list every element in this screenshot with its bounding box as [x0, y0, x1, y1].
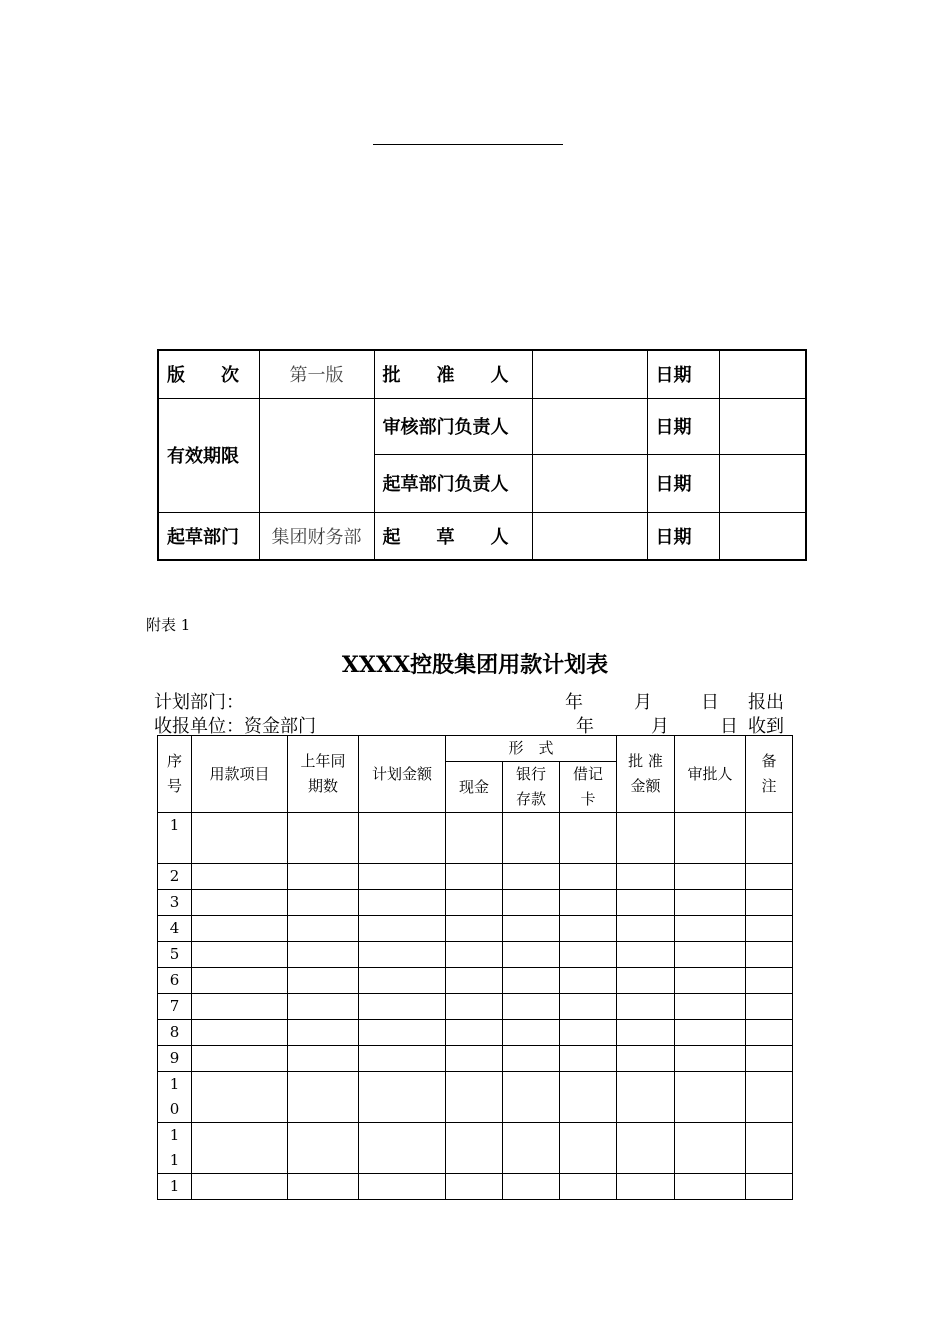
header-debit: 借记卡 — [560, 762, 617, 813]
draft-dept-label: 起草部门 — [158, 512, 259, 560]
table-cell[interactable] — [617, 890, 675, 916]
table-cell[interactable] — [675, 1020, 746, 1046]
table-cell[interactable] — [288, 1046, 359, 1072]
table-cell[interactable] — [746, 1046, 793, 1072]
table-cell[interactable] — [288, 864, 359, 890]
table-cell[interactable] — [560, 1020, 617, 1046]
table-cell[interactable] — [503, 1046, 560, 1072]
date-label-3: 日期 — [647, 454, 719, 512]
table-cell[interactable] — [560, 813, 617, 864]
header-last-year: 上年同期数 — [288, 736, 359, 813]
table-cell[interactable] — [746, 1174, 793, 1200]
table-cell[interactable] — [675, 813, 746, 864]
table-cell[interactable] — [617, 916, 675, 942]
table-row — [158, 1072, 793, 1123]
table-cell[interactable] — [359, 864, 446, 890]
table-cell[interactable] — [503, 890, 560, 916]
table-cell[interactable] — [675, 916, 746, 942]
header-cash: 现金 — [446, 762, 503, 813]
table-cell[interactable] — [675, 968, 746, 994]
date-cell-2[interactable] — [719, 398, 806, 454]
top-rule — [373, 144, 563, 145]
table-row — [158, 916, 793, 942]
row-seq: 5 — [158, 942, 192, 968]
table-cell[interactable] — [675, 1046, 746, 1072]
table-cell[interactable] — [288, 994, 359, 1020]
row-seq: 2 — [158, 864, 192, 890]
table-cell[interactable] — [359, 1072, 446, 1123]
table-cell[interactable] — [617, 1072, 675, 1123]
table-cell[interactable] — [617, 942, 675, 968]
appendix-label: 附表 1 — [146, 616, 191, 634]
row-seq: 11 — [158, 1123, 192, 1174]
table-cell[interactable] — [446, 1072, 503, 1123]
table-row — [158, 1174, 793, 1200]
row-seq: 1 — [158, 1174, 192, 1200]
form-title: XXXX控股集团用款计划表 — [341, 652, 609, 678]
table-cell[interactable] — [192, 916, 288, 942]
table-cell[interactable] — [503, 1123, 560, 1174]
table-cell[interactable] — [503, 994, 560, 1020]
meta-line-plan-dept — [154, 688, 786, 712]
table-row — [158, 1123, 793, 1174]
table-cell[interactable] — [560, 1174, 617, 1200]
table-cell[interactable] — [288, 1174, 359, 1200]
table-cell[interactable] — [446, 968, 503, 994]
header-form: 形 式 — [446, 736, 617, 762]
table-cell[interactable] — [675, 1123, 746, 1174]
table-cell[interactable] — [746, 994, 793, 1020]
table-row — [158, 942, 793, 968]
table-cell[interactable] — [746, 968, 793, 994]
table-cell[interactable] — [560, 1123, 617, 1174]
date-cell-4[interactable] — [719, 512, 806, 560]
table-cell[interactable] — [617, 813, 675, 864]
table-cell[interactable] — [359, 942, 446, 968]
month-label: 月 — [634, 692, 652, 713]
table-cell[interactable] — [192, 813, 288, 864]
table-cell[interactable] — [288, 1123, 359, 1174]
version-label: 版 次 — [158, 350, 259, 398]
table-cell[interactable] — [288, 1072, 359, 1123]
table-cell[interactable] — [560, 968, 617, 994]
table-cell[interactable] — [617, 968, 675, 994]
table-cell[interactable] — [288, 1020, 359, 1046]
year-label: 年 — [565, 692, 583, 713]
row-seq: 1 — [158, 813, 192, 864]
table-cell[interactable] — [746, 864, 793, 890]
table-cell[interactable] — [446, 942, 503, 968]
table-cell[interactable] — [503, 1174, 560, 1200]
table-row — [158, 813, 793, 864]
header-remark: 备注 — [746, 736, 793, 813]
approver-cell[interactable] — [532, 350, 647, 398]
table-cell[interactable] — [359, 890, 446, 916]
table-cell[interactable] — [746, 1020, 793, 1046]
table-cell[interactable] — [617, 1020, 675, 1046]
table-row — [158, 1046, 793, 1072]
table-cell[interactable] — [746, 890, 793, 916]
table-cell[interactable] — [446, 1174, 503, 1200]
report-out-label: 报出 — [748, 692, 784, 713]
table-cell[interactable] — [446, 1123, 503, 1174]
table-cell[interactable] — [675, 994, 746, 1020]
table-cell[interactable] — [503, 916, 560, 942]
header-bank: 银行存款 — [503, 762, 560, 813]
row-seq: 6 — [158, 968, 192, 994]
table-cell[interactable] — [503, 864, 560, 890]
header-plan-amount: 计划金额 — [359, 736, 446, 813]
table-cell[interactable] — [192, 968, 288, 994]
table-cell[interactable] — [192, 1174, 288, 1200]
table-cell[interactable] — [560, 1046, 617, 1072]
table-cell[interactable] — [288, 890, 359, 916]
table-cell[interactable] — [675, 1174, 746, 1200]
table-cell[interactable] — [288, 942, 359, 968]
table-cell[interactable] — [288, 968, 359, 994]
table-cell[interactable] — [359, 1046, 446, 1072]
table-row — [158, 864, 793, 890]
header-seq: 序号 — [158, 736, 192, 813]
table-cell[interactable] — [359, 916, 446, 942]
date-label-2: 日期 — [647, 398, 719, 454]
table-cell[interactable] — [446, 813, 503, 864]
table-cell[interactable] — [560, 864, 617, 890]
table-cell[interactable] — [617, 864, 675, 890]
table-cell[interactable] — [192, 1020, 288, 1046]
table-cell[interactable] — [446, 890, 503, 916]
table-cell[interactable] — [675, 864, 746, 890]
month-label-2: 月 — [651, 716, 669, 737]
table-cell[interactable] — [675, 1072, 746, 1123]
header-approved-amount: 批 准金额 — [617, 736, 675, 813]
table-cell[interactable] — [503, 1072, 560, 1123]
review-head-label: 审核部门负责人 — [374, 398, 532, 454]
table-cell[interactable] — [192, 1072, 288, 1123]
table-cell[interactable] — [359, 813, 446, 864]
table-cell[interactable] — [192, 1123, 288, 1174]
header-item: 用款项目 — [192, 736, 288, 813]
review-head-cell[interactable] — [532, 398, 647, 454]
table-cell[interactable] — [560, 994, 617, 1020]
table-cell[interactable] — [746, 813, 793, 864]
table-cell[interactable] — [446, 1046, 503, 1072]
table-cell[interactable] — [503, 1020, 560, 1046]
table-cell[interactable] — [192, 890, 288, 916]
row-seq: 9 — [158, 1046, 192, 1072]
table-cell[interactable] — [617, 1174, 675, 1200]
table-cell[interactable] — [617, 1123, 675, 1174]
date-cell-1[interactable] — [719, 350, 806, 398]
validity-label: 有效期限 — [158, 398, 259, 512]
row-seq: 4 — [158, 916, 192, 942]
table-cell[interactable] — [617, 994, 675, 1020]
table-cell[interactable] — [192, 1046, 288, 1072]
day-label-2: 日 — [720, 716, 738, 737]
receive-label: 收到 — [748, 716, 784, 737]
table-cell[interactable] — [446, 1020, 503, 1046]
table-cell[interactable] — [446, 864, 503, 890]
plan-dept-label: 计划部门： — [154, 692, 244, 713]
table-cell[interactable] — [446, 916, 503, 942]
date-label-1: 日期 — [647, 350, 719, 398]
table-cell[interactable] — [746, 1123, 793, 1174]
day-label: 日 — [701, 692, 719, 713]
table-cell[interactable] — [675, 890, 746, 916]
table-cell[interactable] — [560, 890, 617, 916]
table-cell[interactable] — [359, 1174, 446, 1200]
row-seq: 10 — [158, 1072, 192, 1123]
header-approver: 审批人 — [675, 736, 746, 813]
table-cell[interactable] — [560, 1072, 617, 1123]
table-cell[interactable] — [446, 994, 503, 1020]
table-cell[interactable] — [359, 968, 446, 994]
drafter-cell[interactable] — [532, 512, 647, 560]
draft-dept-value: 集团财务部 — [259, 512, 374, 560]
table-cell[interactable] — [746, 942, 793, 968]
table-cell[interactable] — [560, 916, 617, 942]
table-cell[interactable] — [617, 1046, 675, 1072]
table-cell[interactable] — [192, 942, 288, 968]
draft-head-label: 起草部门负责人 — [374, 454, 532, 512]
table-cell[interactable] — [560, 942, 617, 968]
table-cell[interactable] — [288, 916, 359, 942]
table-row — [158, 968, 793, 994]
table-row — [158, 890, 793, 916]
validity-cell[interactable] — [259, 398, 374, 512]
row-seq: 7 — [158, 994, 192, 1020]
table-row — [158, 1020, 793, 1046]
payment-plan-table — [157, 735, 793, 1200]
approver-label: 批 准 人 — [374, 350, 532, 398]
table-cell[interactable] — [288, 813, 359, 864]
table-cell[interactable] — [746, 916, 793, 942]
table-cell[interactable] — [359, 1123, 446, 1174]
table-cell[interactable] — [192, 864, 288, 890]
draft-head-cell[interactable] — [532, 454, 647, 512]
table-cell[interactable] — [675, 942, 746, 968]
table-cell[interactable] — [503, 942, 560, 968]
table-row — [158, 994, 793, 1020]
meta-line-report-unit — [154, 712, 786, 736]
table-cell[interactable] — [359, 994, 446, 1020]
version-value: 第一版 — [259, 350, 374, 398]
year-label-2: 年 — [576, 716, 594, 737]
table-cell[interactable] — [503, 968, 560, 994]
document-control-table — [157, 349, 807, 561]
row-seq: 8 — [158, 1020, 192, 1046]
row-seq: 3 — [158, 890, 192, 916]
table-cell[interactable] — [359, 1020, 446, 1046]
table-cell[interactable] — [503, 813, 560, 864]
date-label-4: 日期 — [647, 512, 719, 560]
drafter-label: 起 草 人 — [374, 512, 532, 560]
date-cell-3[interactable] — [719, 454, 806, 512]
report-unit-label: 收报单位：资金部门 — [154, 716, 316, 737]
table-cell[interactable] — [192, 994, 288, 1020]
table-cell[interactable] — [746, 1072, 793, 1123]
